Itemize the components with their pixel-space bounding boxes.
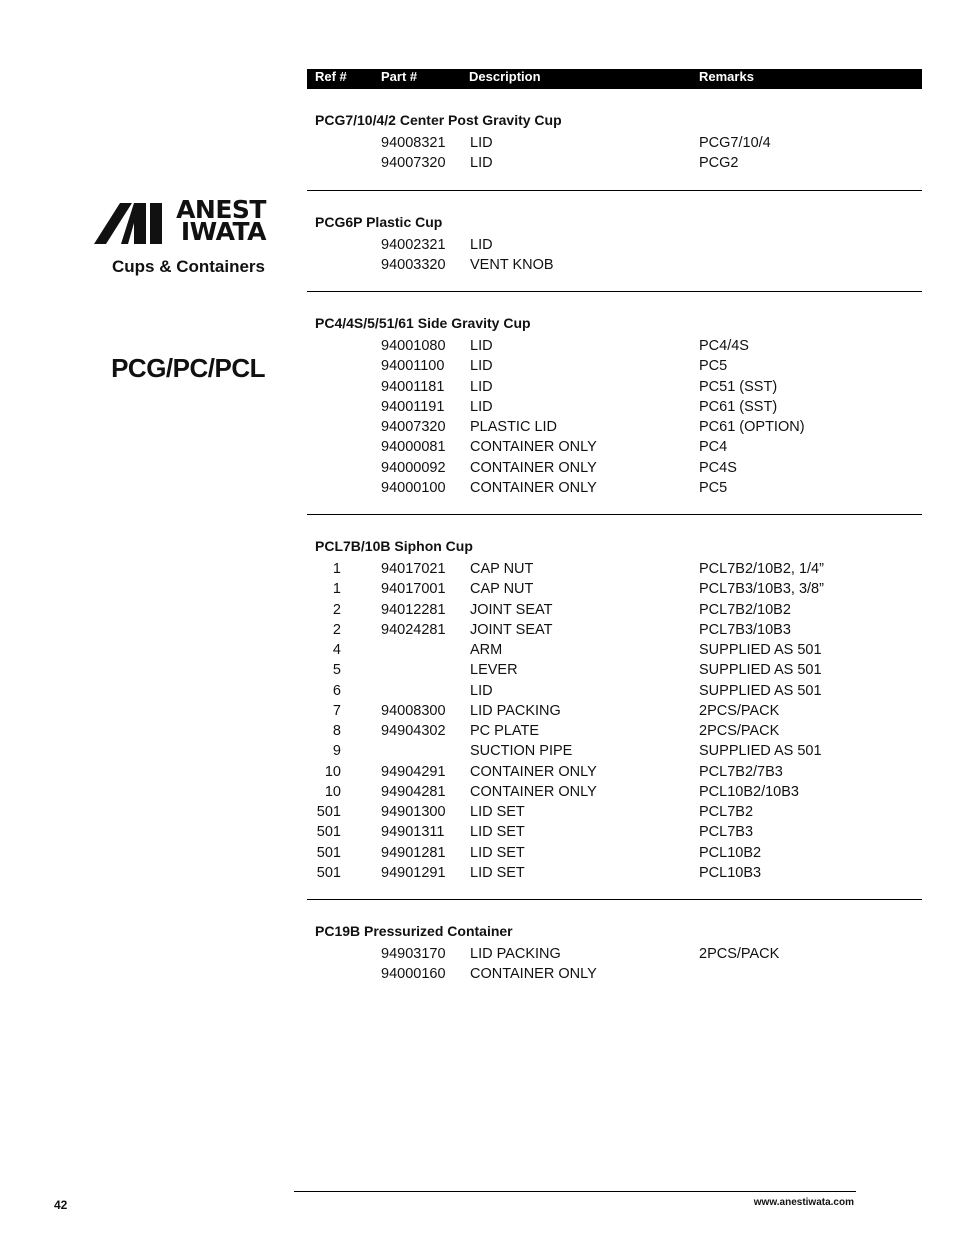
header-remarks: Remarks: [699, 69, 754, 84]
ref-cell: 4: [332, 642, 341, 658]
description-cell: CONTAINER ONLY: [470, 439, 597, 456]
description-cell: CONTAINER ONLY: [470, 459, 597, 476]
remarks-cell: PC51 (SST): [699, 378, 778, 395]
part-number-cell: 94017001: [381, 581, 446, 598]
part-number-cell: 94003320: [381, 257, 446, 274]
brand-name-line1: ANEST: [176, 195, 266, 224]
description-cell: LID SET: [470, 824, 525, 841]
description-cell: SUCTION PIPE: [470, 743, 573, 760]
description-cell: LID PACKING: [470, 946, 561, 962]
description-cell: CAP NUT: [470, 581, 534, 598]
table-row: [307, 397, 922, 417]
remarks-cell: PCL7B3/10B3: [699, 621, 791, 638]
remarks-cell: PCL7B2: [699, 804, 754, 820]
part-number-cell: 94012281: [381, 601, 446, 618]
description-cell: PLASTIC LID: [470, 419, 558, 435]
description-cell: LID: [470, 338, 493, 354]
description-cell: LID: [470, 398, 493, 415]
remarks-cell: 2PCS/PACK: [699, 723, 780, 739]
part-number-cell: 94001181: [381, 378, 445, 395]
table-row: [307, 640, 922, 660]
description-cell: LID SET: [470, 804, 525, 820]
ref-cell: 501: [316, 824, 341, 841]
part-number-cell: 94017021: [381, 561, 446, 577]
remarks-cell: PCL7B2/7B3: [699, 763, 783, 780]
table-row: [307, 741, 922, 761]
part-number-cell: 94000092: [381, 459, 446, 476]
section-divider: [307, 190, 922, 191]
table-row: [307, 620, 922, 640]
part-number-cell: 94001191: [381, 398, 445, 415]
header-description: Description: [469, 69, 541, 84]
description-cell: VENT KNOB: [470, 257, 554, 274]
part-number-cell: 94001080: [381, 338, 446, 354]
remarks-cell: PCL7B2/10B2, 1/4”: [699, 561, 824, 577]
description-cell: JOINT SEAT: [470, 621, 553, 638]
table-row: [307, 235, 922, 255]
ref-cell: 1: [332, 561, 341, 577]
table-row: [307, 863, 922, 883]
ref-cell: 10: [324, 783, 341, 800]
table-row: [307, 802, 922, 822]
part-number-cell: 94904291: [381, 763, 446, 780]
remarks-cell: PC5: [699, 358, 728, 375]
part-number-cell: 94901300: [381, 804, 446, 820]
ref-cell: 6: [332, 682, 341, 699]
table-row: [307, 944, 922, 964]
ref-cell: 2: [332, 621, 341, 638]
remarks-cell: 2PCS/PACK: [699, 702, 780, 719]
part-number-cell: 94000160: [381, 966, 446, 983]
remarks-cell: PCL10B2: [699, 844, 762, 861]
table-row: [307, 255, 922, 275]
description-cell: LID SET: [470, 844, 525, 861]
remarks-cell: SUPPLIED AS 501: [699, 743, 822, 760]
description-cell: CONTAINER ONLY: [470, 783, 597, 800]
ref-cell: 7: [332, 702, 341, 719]
description-cell: LID SET: [470, 864, 525, 881]
remarks-cell: SUPPLIED AS 501: [699, 682, 822, 699]
remarks-cell: PC61 (SST): [699, 398, 778, 415]
ref-cell: 501: [316, 864, 341, 881]
remarks-cell: PC61 (OPTION): [699, 419, 805, 435]
section-title: PC4/4S/5/51/61 Side Gravity Cup: [315, 315, 531, 331]
description-cell: LID: [470, 135, 493, 151]
table-row: [307, 843, 922, 863]
description-cell: LID: [470, 237, 493, 253]
part-number-cell: 94901291: [381, 864, 446, 881]
table-row: [307, 417, 922, 437]
ref-cell: 8: [332, 723, 341, 739]
remarks-cell: PCL7B2/10B2: [699, 601, 791, 618]
table-row: [307, 153, 922, 173]
ref-cell: 9: [332, 743, 341, 760]
description-cell: PC PLATE: [470, 723, 540, 739]
table-row: [307, 478, 922, 498]
ref-cell: 501: [316, 844, 341, 861]
ref-cell: 5: [332, 662, 341, 679]
table-row: [307, 782, 922, 802]
table-row: [307, 964, 922, 984]
description-cell: LID: [470, 682, 493, 699]
table-row: [307, 681, 922, 701]
table-row: [307, 762, 922, 782]
table-row: [307, 336, 922, 356]
category-title: Cups & Containers: [111, 257, 265, 276]
brand-name-line2: IWATA: [180, 217, 266, 246]
ref-cell: 1: [332, 581, 341, 598]
remarks-cell: PC4S: [699, 459, 737, 476]
remarks-cell: PC5: [699, 479, 728, 496]
section-title: PC19B Pressurized Container: [315, 923, 513, 939]
remarks-cell: PCL7B3/10B3, 3/8”: [699, 581, 824, 598]
part-number-cell: 94901281: [381, 844, 446, 861]
part-number-cell: 94904281: [381, 783, 446, 800]
table-row: [307, 559, 922, 579]
remarks-cell: PCG2: [699, 155, 739, 172]
section-divider: [307, 291, 922, 292]
model-title: PCG/PC/PCL: [111, 353, 265, 383]
ref-cell: 10: [324, 763, 341, 780]
remarks-cell: PCL10B3: [699, 864, 762, 881]
remarks-cell: 2PCS/PACK: [699, 946, 780, 962]
part-number-cell: 94008321: [381, 135, 446, 151]
description-cell: ARM: [470, 642, 503, 658]
part-number-cell: 94008300: [381, 702, 446, 719]
ref-cell: 501: [316, 804, 341, 820]
table-row: [307, 133, 922, 153]
footer-divider: [294, 1191, 856, 1192]
table-header: [307, 69, 922, 89]
section-title: PCG7/10/4/2 Center Post Gravity Cup: [315, 112, 562, 128]
remarks-cell: PC4: [699, 439, 728, 456]
part-number-cell: 94901311: [381, 824, 445, 841]
website-url: www.anestiwata.com: [753, 1197, 854, 1208]
table-row: [307, 721, 922, 741]
part-number-cell: 94000081: [381, 439, 446, 456]
header-ref: Ref #: [315, 69, 347, 84]
description-cell: CONTAINER ONLY: [470, 966, 597, 983]
table-row: [307, 579, 922, 599]
brand-mark-icon: [94, 201, 164, 245]
description-cell: CAP NUT: [470, 561, 534, 577]
table-row: [307, 822, 922, 842]
description-cell: LID: [470, 378, 493, 395]
part-number-cell: 94000100: [381, 479, 446, 496]
table-row: [307, 660, 922, 680]
remarks-cell: PCL10B2/10B3: [699, 783, 799, 800]
anest-iwata-logo: [94, 195, 266, 246]
table-row: [307, 600, 922, 620]
description-cell: LID: [470, 155, 493, 172]
description-cell: CONTAINER ONLY: [470, 763, 597, 780]
part-number-cell: 94024281: [381, 621, 446, 638]
section-divider: [307, 899, 922, 900]
section-title: PCL7B/10B Siphon Cup: [315, 538, 473, 554]
remarks-cell: SUPPLIED AS 501: [699, 642, 822, 658]
section-title: PCG6P Plastic Cup: [315, 214, 443, 230]
ref-cell: 2: [332, 601, 341, 618]
table-row: [307, 377, 922, 397]
part-number-cell: 94007320: [381, 419, 446, 435]
remarks-cell: PCG7/10/4: [699, 135, 771, 151]
description-cell: LID: [470, 358, 493, 375]
table-row: [307, 701, 922, 721]
section-divider: [307, 514, 922, 515]
part-number-cell: 94904302: [381, 723, 446, 739]
header-part: Part #: [381, 69, 418, 84]
description-cell: LEVER: [470, 662, 518, 679]
table-row: [307, 437, 922, 457]
table-row: [307, 356, 922, 376]
part-number-cell: 94007320: [381, 155, 446, 172]
description-cell: CONTAINER ONLY: [470, 479, 597, 496]
table-row: [307, 458, 922, 478]
part-number-cell: 94903170: [381, 946, 446, 962]
part-number-cell: 94002321: [381, 237, 446, 253]
part-number-cell: 94001100: [381, 358, 445, 375]
remarks-cell: SUPPLIED AS 501: [699, 662, 822, 679]
remarks-cell: PCL7B3: [699, 824, 754, 841]
page-number: 42: [54, 1198, 68, 1212]
description-cell: LID PACKING: [470, 702, 561, 719]
description-cell: JOINT SEAT: [470, 601, 553, 618]
remarks-cell: PC4/4S: [699, 338, 749, 354]
